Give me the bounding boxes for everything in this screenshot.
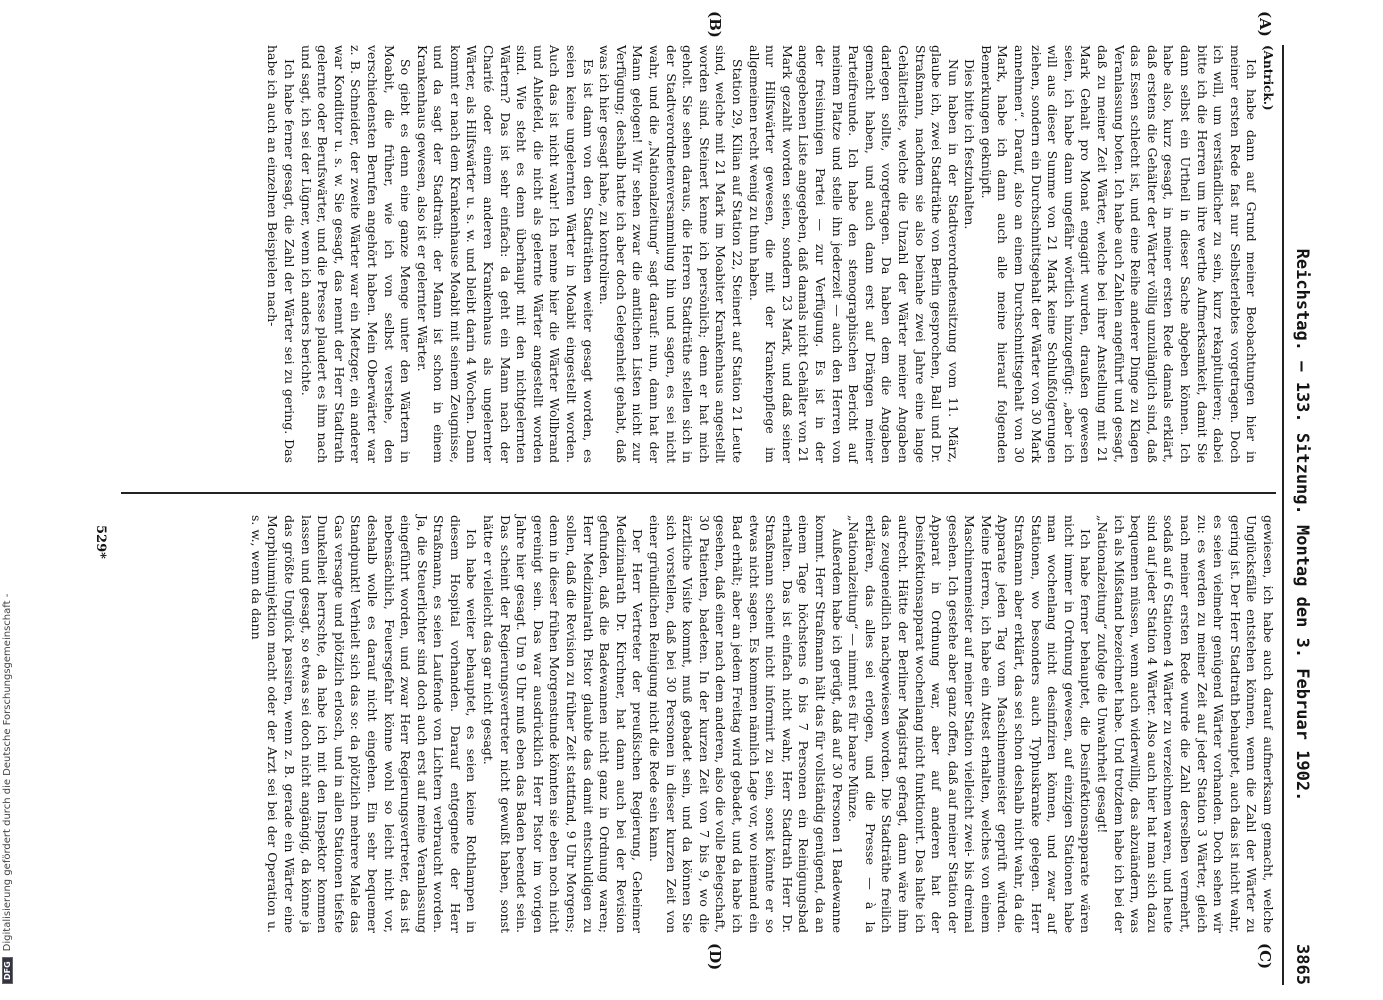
margin-marker-d: (D) — [706, 943, 724, 971]
header-rule — [1282, 45, 1284, 985]
left-paragraph-1: Ich habe dann auf Grund meiner Beobachtungen hier in meiner ersten Rede fast nur Selbsterlebtes vorgetragen. Doch ich will, um verständlicher zu sein, kurz rekapitulieren; dabei bitte ich die Herren um ihre werthe Aufmerksamkeit, damit Sie dann selbst ein Urtheil in dieser Sache abgeben können. Ich habe also, kurz gesagt, in meiner ersten Rede damals erklärt, daß erstens die Gehälter der Wärter völlig unzulänglich sind, daß das Essen schlecht ist, und eine Reihe anderer Dinge zu Klagen Veranlassung boten. Ich habe auch Zahlen angeführt und gesagt, daß zu meiner Zeit Wärter, welche bei ihrer Anstellung mit 21 Mark Gehalt pro Monat engagirt wurden, draußen gewesen seien, ich habe dann ungefähr wörtlich hinzugefügt: „aber ich will aus dieser Summe von 21 Mark keine Schlußfolgerungen ziehen, sondern ein Durchschnittsgehalt der Wärter von 30 Mark annehmen“. Darauf, also an einem Durchschnittsgehalt von 30 Mark, habe ich dann auch alle meine hierauf folgenden Bemerkungen geknüpft. — [978, 45, 1260, 463]
right-paragraph-3: Außerdem habe ich gerügt, daß auf 30 Personen 1 Badewanne kommt. Herr Straßmann hält das für vollständig genügend, da an einem Tage höchstens 6 bis 7 Personen ein Reinigungsbad erhalten. Das ist einfach nicht wahr, Herr Stadtrath Herr Dr. Straßmann scheint nicht informirt zu sein, sonst könnte er so etwas nicht sagen. Es kommen nämlich Lage vor, wo niemand ein Bad erhält; aber an jedem Freitag wird gebadet, und da habe ich gesehen, daß einer nach dem anderen, also die volle Belegschaft, 30 Patienten, badeten. In der kurzen Zeit von 7 bis 9, wo die ärztliche Visite kommt, muß gebadet sein, und da können Sie sich vorstellen, daß bei 30 Personen in dieser kurzen Zeit von einer gründlichen Reinigung nicht die Rede sein kann. — [647, 515, 845, 933]
left-paragraph-5: Es ist dann von den Stadträthen weiter gesagt worden, es seien keine ungelernten Wärter in Moabit eingestellt worden. Auch das ist nicht wahr! Ich nenne hier die Wärter Wollbrand und Ahlefeld, die nicht als gelernte Wärter angestellt worden sind. Wie steht es denn überhaupt mit den nichtgelernten Wärtern? Das ist sehr einfach: da geht ein Mann nach der Charité oder einem anderen Krankenhaus als ungelernter Wärter, als Hilfswärter u. s. w. und bleibt darin 4 Wochen. Dann kommt er nach dem Krankenhause Moabit mit seinem Zeugnisse, und da sagt der Stadtrath: der Mann ist schon in einem Krankenhaus gewesen, also ist er gelernter Wärter. — [414, 45, 596, 463]
page-number: 3865 — [1292, 944, 1312, 985]
right-column — [247, 515, 1276, 933]
credit-text: Digitalisierung gefördert durch die Deutsche Forschungsgemeinschaft - — [2, 593, 13, 952]
printer-signature: 529* — [93, 525, 108, 559]
margin-marker-b: (B) — [706, 11, 724, 38]
margin-marker-a: (A) — [1256, 11, 1274, 37]
right-paragraph-2: Ich habe ferner behauptet, die Desinfektionsapparate wären nicht immer in Ordnung gewesen, auf einzigen Stationen habe man wochenlang nicht desinfiziren können, und zwar auf Stationen, wo besonders auch Typhuskranke gelegen. Herr Straßmann aber erklärt, das sei schon deshalb nicht wahr, da die Apparate jeden Tag vom Maschinenmeister geprüft würden. Meine Herren, ich habe ein Attest erhalten, welches von einem Maschinenmeister auf meiner Station vielleicht zwei- bis dreimal gesehen. Ich gestehe aber ganz offen, daß auf meiner Station der Apparat in Ordnung war, aber auf anderen hat der Desinfektionsapparat wochenlang nicht funktionirt. Das halte ich aufrecht. Hätte der Berliner Magistrat gefragt, dann wäre ihm das zeugeneidlich nachgewiesen worden. Die Stadträthe freilich erklären, das alles sei erlogen, und die Presse — à la „Nationalzeitung“ — nimmt es für baare Münze. — [846, 515, 1094, 933]
left-paragraph-6: So giebt es denn eine ganze Menge unter den Wärtern in Moabit, die früher, wie ich von selbst verstehe, den verschiedensten Berufen angehört haben. Mein Oberwärter war z. B. Schneider, der zweite Wärter war ein Metzger, ein anderer war Kondittor u. s. w. Sie gesagt, das nennt der Herr Stadtrath gelernte oder Berufswärter, und die Presse plaudert es ihm nach und sagt, ich sei der Lügner, wenn ich anders berichte. — [298, 45, 414, 463]
left-paragraph-3: Nun haben in der Stadtverordnetensitzung vom 11. März, glaube ich, zwei Stadträthe von Berlin gesprochen, Ball und Dr. Straßmann, nachdem sie also beinahe zwei Jahre eine lange Gehälterliste, welche die Unzahl der Wärter meiner Angaben darlegen sollte, vorgetragen. Da haben dem die Angaben gemacht haben, und auch dann erst auf Drängen meiner Parteifreunde. Ich habe den stenographischen Bericht auf meinem Platze und stelle ihn jederzeit — auch den Herren von der freisinnigen Partei — zur Verfügung. Es ist in der angegebenen Liste angegeben, daß damals nicht Gehälter von 21 Mark gezahlt worden seien, sondern 23 Mark, und daß seiner nur Hilfswärter gewesen, die mit der Krankenpflege im allgemeinen recht wenig zu thun haben. — [746, 45, 961, 463]
right-paragraph-5: Ich habe weiter behauptet, es seien keine Rothlampen in diesem Hospital vorhanden. Darauf entgegnete der Herr Straßmann, es seien Laufende von Lichtern verbraucht worden. Ja, die Steuerlichter sind doch auch erst auf meine Veranlassung eingeführt worden, und zwar Herr Regierungsvertreter, das ist nebensächlich, Feuersgefahr könne wohl so leicht nicht vor, deshalb wolle es darauf nicht eingehen. Ein sehr bequemer Standpunkt! Verhielt sich das so: da plötzlich mehrere Male das Gas versagte und plötzlich erlosch, und in allen Stationen tiefste Dunkelheit herrschte, da habe ich mit den Inspektor kommen lassen und gesagt, so etwas sei doch nicht angängig, da könne ja das größte Unglück passiren, wenn z. B. gerade ein Wärter eine Morphiuminjektion macht oder der Arzt sei bei der Operation u. s. w., wenn da dann — [248, 515, 480, 933]
left-paragraph-2: Dies bitte ich festzuhalten. — [962, 59, 978, 230]
running-header — [1280, 45, 1320, 985]
dfg-logo-icon: DFG — [2, 957, 13, 984]
header-session-title: Reichstag. — 133. Sitzung. Montag den 3. Februar 1902. — [1292, 248, 1312, 802]
margin-marker-c: (C) — [1256, 943, 1274, 970]
left-paragraph-7: Ich habe ferner gesagt, die Zahl der Wärter sei zu gering. Das habe ich auch an einzelnen Beispielen nach- — [265, 45, 297, 463]
rotated-page — [80, 11, 1320, 985]
left-column — [264, 45, 1276, 463]
digitization-credit — [2, 24, 18, 984]
speaker-label: (Antrick.) — [1261, 45, 1275, 111]
column-divider — [121, 492, 1276, 494]
left-paragraph-4: Station 29, Kilian auf Station 22, Steinert auf Station 21 Leute sind, welche mit 21 Mark im Moabiter Krankenhaus angestellt worden sind. Steinert kenne ich persönlich; denn er hat mich geholt. Sie sehen daraus, die Herren Stadträthe stellen sich in der Stadtverordnetenversammlung hin und sagen, es sei nicht wahr, und die „Nationalzeitung“ sagt darauf: nun, dann hat der Mann gelogen! Wir sehen zwar die amtlichen Listen nicht zur Verfügung; deshalb hatte ich aber doch Gelegenheit gehabt, daß was ich hier gesagt habe, zu kontroliren. — [597, 45, 745, 463]
right-paragraph-1: gewiesen, ich habe auch darauf aufmerksam gemacht, welche Unglücksfälle entstehen können, wenn die Zahl der Wärter zu gering ist. Der Herr Stadtrath behauptet, auch das ist nicht wahr, es seien vielmehr genügend Wärter vorhanden. Doch sehen wir zu: es werden zu meiner Zeit auf jeder Station 3 Wärter, gleich nach meiner ersten Rede wurde die Zahl derselben vermehrt, sodaß auf 6 Stationen 4 Wärter zu verzeichnen waren, und heute sind auf jeder Station 4 Wärter. Also auch hier hat man sich dazu bequemen müssen, wenn auch widerwillig, das abzuändern, was ich als Mißstand bezeichnet habe. Und trotzdem habe ich bei der „Nationalzeitung“ zufolge die Unwahrheit gesagt! — [1095, 515, 1276, 933]
right-paragraph-4: Der Herr Vertreter der preußischen Regierung, Geheimer Medizinalrath Dr. Kirchner, hat dann auch bei der Revision gefunden, daß die Badewannen nicht ganz in Ordnung waren; Herr Medizinalrath Pistor glaubte das damit entschuldigen zu sollen, daß die Revision zu früher Zeit stattfand, 9 Uhr Morgens; denn in dieser frühen Morgenstunde könnten sie eben noch nicht gereinigt sein. Das war ausdrücklich Herr Pistor im vorigen Jahre hier gesagt. Um 9 Uhr muß eben das Baden beendet sein. Das scheint der Regierungsvertreter nicht gewußt haben, sonst hätte er vielleicht das gar nicht gesagt. — [481, 515, 646, 933]
